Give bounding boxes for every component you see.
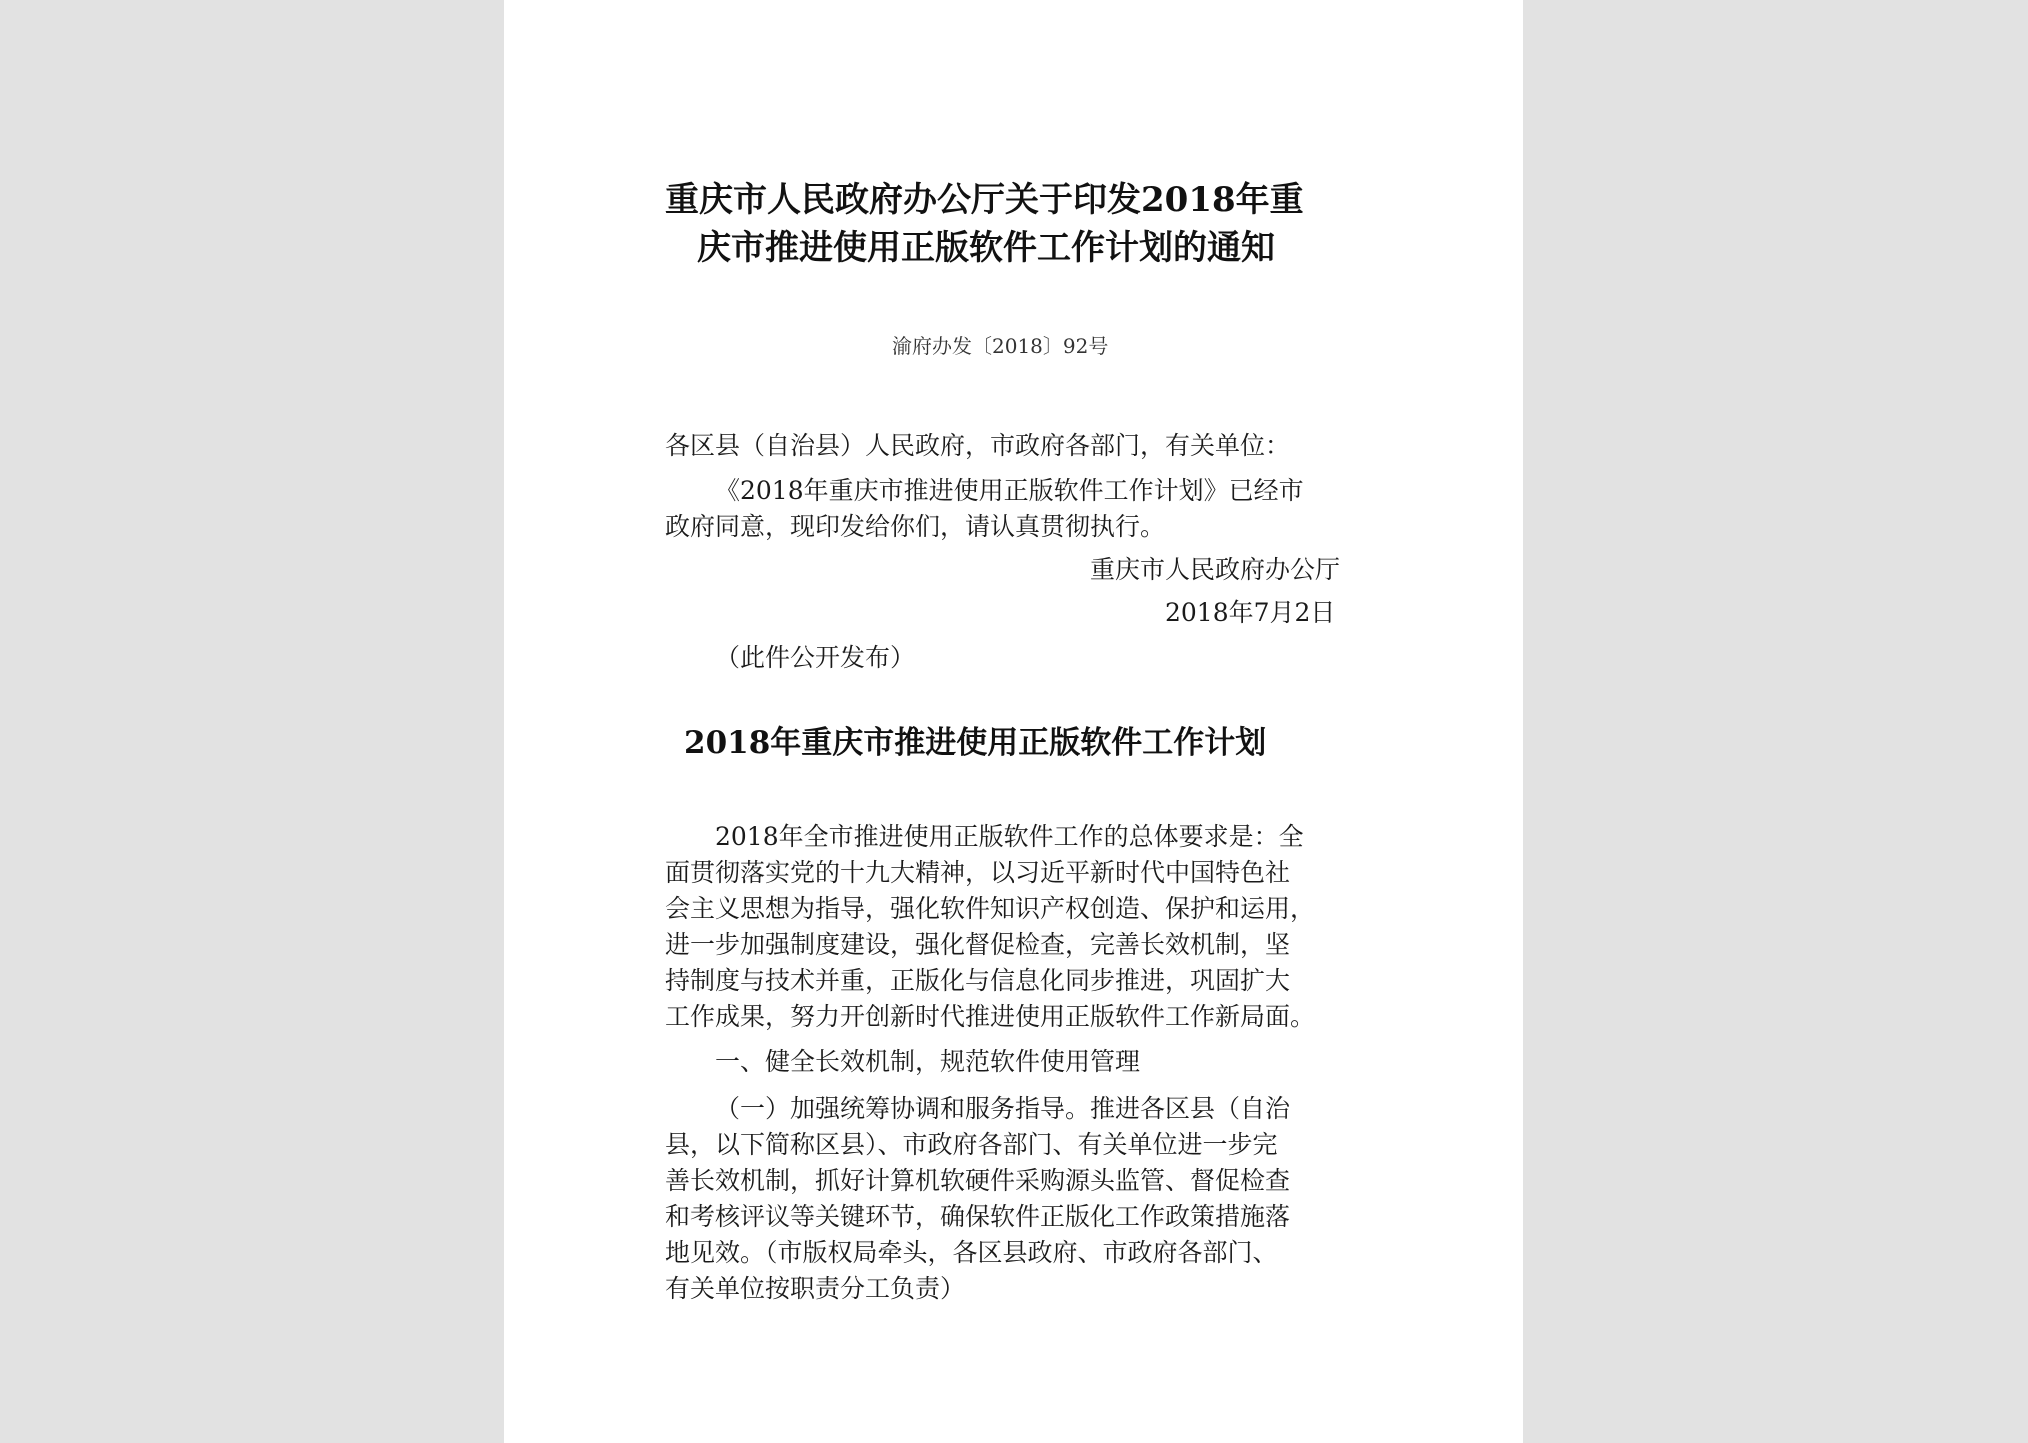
- section-1-heading: 一、健全长效机制，规范软件使用管理: [715, 1047, 1141, 1076]
- section-1-item-1-line: 善长效机制，抓好计算机软硬件采购源头监管、督促检查: [665, 1166, 1291, 1195]
- plan-paragraph-line: 持制度与技术并重，正版化与信息化同步推进，巩固扩大: [665, 966, 1291, 995]
- addressee-line: 各区县（自治县）人民政府，市政府各部门，有关单位：: [665, 431, 1291, 460]
- document-title-line-1: 重庆市人民政府办公厅关于印发2018年重: [665, 180, 1304, 220]
- issue-date: 2018年7月2日: [1165, 598, 1336, 627]
- plan-paragraph-line: 面贯彻落实党的十九大精神，以习近平新时代中国特色社: [665, 858, 1291, 887]
- document-title: [665, 176, 1365, 272]
- plan-title: 2018年重庆市推进使用正版软件工作计划: [684, 725, 1267, 761]
- plan-paragraph-line: 工作成果，努力开创新时代推进使用正版软件工作新局面。: [665, 1002, 1316, 1031]
- section-1-item-1-line: （一）加强统筹协调和服务指导。推进各区县（自治: [715, 1094, 1291, 1123]
- section-1-item-1-line: 地见效。（市版权局牵头，各区县政府、市政府各部门、: [665, 1238, 1278, 1267]
- document-title-line-2: 庆市推进使用正版软件工作计划的通知: [697, 228, 1275, 268]
- document-number: 渝府办发〔2018〕92号: [892, 334, 1109, 358]
- plan-paragraph-line: 2018年全市推进使用正版软件工作的总体要求是：全: [715, 822, 1304, 851]
- plan-paragraph-line: 进一步加强制度建设，强化督促检查，完善长效机制，坚: [665, 930, 1291, 959]
- issuer-name: 重庆市人民政府办公厅: [1090, 555, 1341, 584]
- document-page: [504, 0, 1523, 1443]
- publish-note: （此件公开发布）: [715, 643, 916, 672]
- section-1-item-1-line: 县，以下简称区县）、市政府各部门、有关单位进一步完: [665, 1130, 1278, 1159]
- notice-body-line-1: 《2018年重庆市推进使用正版软件工作计划》已经市: [715, 476, 1304, 505]
- notice-body-line-2: 政府同意，现印发给你们，请认真贯彻执行。: [665, 512, 1166, 541]
- section-1-item-1-line: 有关单位按职责分工负责）: [665, 1274, 966, 1303]
- plan-paragraph-line: 会主义思想为指导，强化软件知识产权创造、保护和运用，: [665, 894, 1316, 923]
- section-1-item-1-line: 和考核评议等关键环节，确保软件正版化工作政策措施落: [665, 1202, 1291, 1231]
